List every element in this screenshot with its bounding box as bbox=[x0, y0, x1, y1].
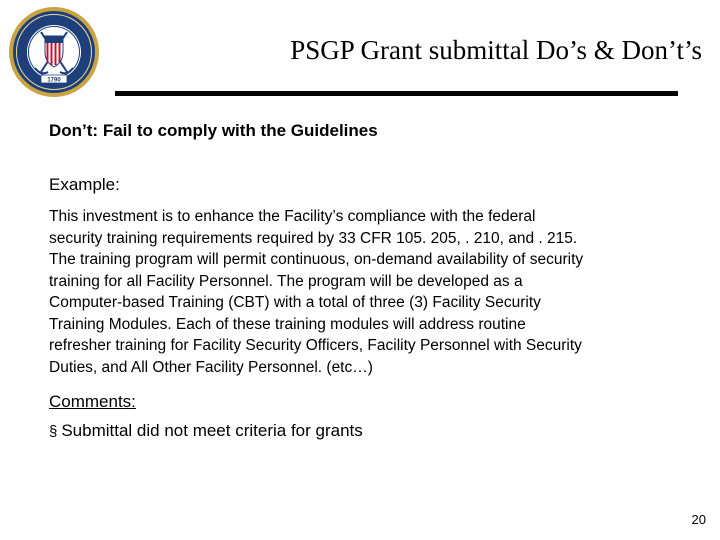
example-label: Example: bbox=[49, 175, 120, 194]
coast-guard-seal-icon bbox=[8, 6, 100, 98]
seal-year: 1790 bbox=[47, 77, 61, 84]
example-body bbox=[49, 206, 689, 378]
example-line: Computer-based Training (CBT) with a total of three (3) Facility Security bbox=[49, 294, 541, 311]
comments-label: Comments: bbox=[49, 392, 136, 411]
comment-text: Submittal did not meet criteria for grants bbox=[61, 421, 363, 440]
page-number: 20 bbox=[691, 512, 706, 527]
slide-title: PSGP Grant submittal Do’s & Don’t’s bbox=[290, 35, 702, 65]
example-line: refresher training for Facility Security Officers, Facility Personnel with Security bbox=[49, 337, 582, 354]
example-line: Training Modules. Each of these training modules will address routine bbox=[49, 315, 526, 333]
example-line: This investment is to enhance the Facility’s compliance with the federal bbox=[49, 208, 536, 225]
example-line: The training program will permit continuous, on-demand availability of security bbox=[49, 251, 584, 268]
example-line: Duties, and All Other Facility Personnel. (etc…) bbox=[49, 358, 373, 376]
example-line: training for all Facility Personnel. The program will be developed as a bbox=[49, 272, 523, 290]
subheading: Don’t: Fail to comply with the Guidelines bbox=[49, 121, 378, 140]
title-divider bbox=[115, 91, 678, 96]
comment-list-item bbox=[49, 420, 363, 443]
bullet-icon: § bbox=[49, 423, 58, 440]
example-line: security training requirements required by 33 CFR 105. 205, . 210, and . 215. bbox=[49, 229, 578, 247]
